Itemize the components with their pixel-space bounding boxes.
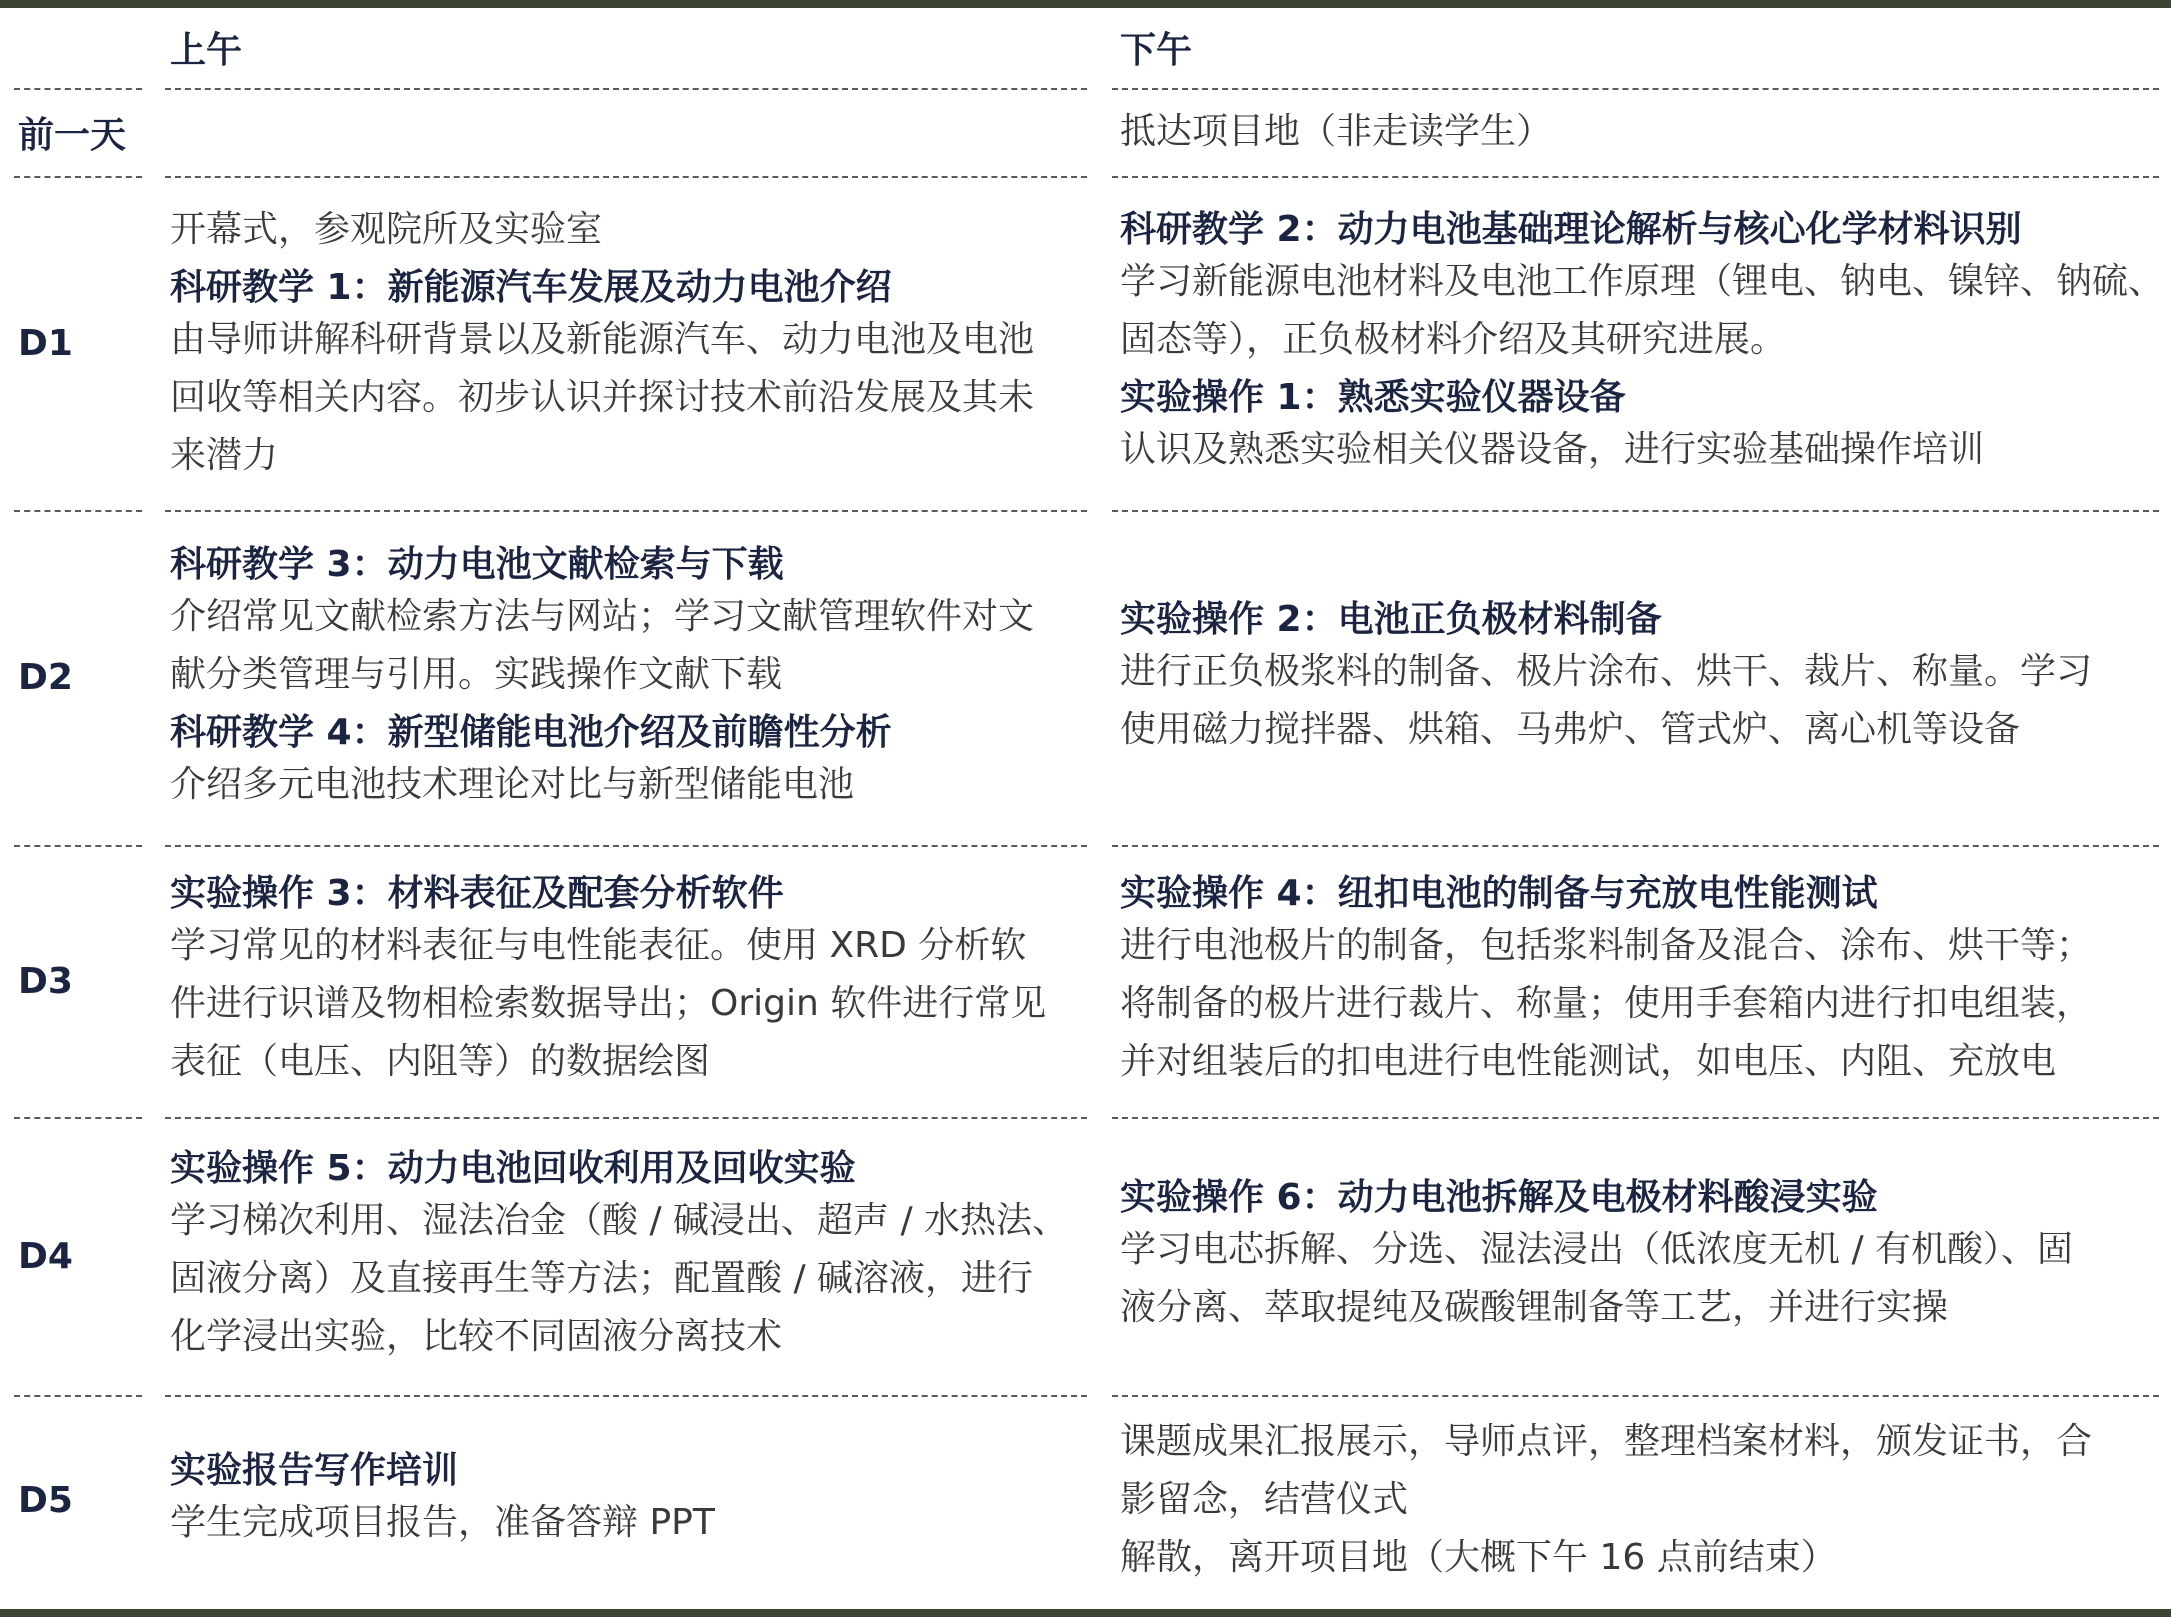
cell-pm — [1120, 510, 2165, 845]
cell-pm — [1120, 88, 2165, 176]
session-text: 固液分离）及直接再生等方法；配置酸 / 碱溶液，进行 — [170, 1258, 1034, 1299]
cell-pm — [1120, 1117, 2165, 1395]
cell-am — [170, 1395, 1085, 1605]
session-text: 学习新能源电池材料及电池工作原理（锂电、钠电、镍锌、钠硫、 — [1120, 261, 2165, 302]
day-label: D4 — [18, 1235, 73, 1277]
header-am: 上午 — [170, 30, 243, 71]
session-text: 介绍多元电池技术理论对比与新型储能电池 — [170, 763, 855, 805]
session-text: 回收等相关内容。初步认识并探讨技术前沿发展及其未 — [170, 377, 1035, 418]
session-text: 进行电池极片的制备，包括浆料制备及混合、涂布、烘干等； — [1120, 925, 2093, 966]
session-text: 学习梯次利用、湿法冶金（酸 / 碱浸出、超声 / 水热法、 — [170, 1200, 1069, 1241]
session-title: 实验操作 2：电池正负极材料制备 — [1120, 598, 1662, 640]
session-text: 解散，离开项目地（大概下午 16 点前结束） — [1120, 1537, 1837, 1578]
session-title: 实验操作 6：动力电池拆解及电极材料酸浸实验 — [1120, 1177, 1878, 1218]
cell-am — [170, 176, 1085, 510]
session-title: 科研教学 1：新能源汽车发展及动力电池介绍 — [170, 267, 892, 308]
session-title: 实验操作 3：材料表征及配套分析软件 — [170, 873, 784, 914]
session-title: 科研教学 4：新型储能电池介绍及前瞻性分析 — [170, 711, 892, 753]
day-label: D1 — [18, 322, 73, 364]
session-title: 实验操作 4：纽扣电池的制备与充放电性能测试 — [1120, 873, 1878, 914]
session-text: 开幕式，参观院所及实验室 — [170, 209, 603, 250]
day-label: 前一天 — [18, 114, 127, 156]
cell-am — [170, 1117, 1085, 1395]
session-title: 科研教学 3：动力电池文献检索与下载 — [170, 543, 784, 585]
session-text: 件进行识谱及物相检索数据导出；Origin 软件进行常见 — [170, 983, 1047, 1024]
bottom-border — [0, 1609, 2171, 1617]
session-text: 课题成果汇报展示，导师点评，整理档案材料，颁发证书，合 — [1120, 1421, 2093, 1462]
session-text: 固态等），正负极材料介绍及其研究进展。 — [1120, 319, 1787, 360]
cell-pm — [1120, 845, 2165, 1117]
session-text: 将制备的极片进行裁片、称量；使用手套箱内进行扣电组装， — [1120, 983, 2093, 1024]
session-text: 影留念，结营仪式 — [1120, 1479, 1409, 1520]
cell-am — [170, 88, 1085, 176]
session-text: 表征（电压、内阻等）的数据绘图 — [170, 1041, 711, 1082]
session-text: 进行正负极浆料的制备、极片涂布、烘干、裁片、称量。学习 — [1120, 650, 2093, 692]
session-title: 实验操作 1：熟悉实验仪器设备 — [1120, 377, 1626, 418]
session-text: 介绍常见文献检索方法与网站；学习文献管理软件对文 — [170, 595, 1035, 637]
session-text: 来潜力 — [170, 435, 279, 476]
day-label: D2 — [18, 657, 73, 698]
session-title: 实验操作 5：动力电池回收利用及回收实验 — [170, 1148, 856, 1189]
cell-am — [170, 510, 1085, 845]
session-text: 抵达项目地（非走读学生） — [1120, 111, 1553, 152]
session-text: 并对组装后的扣电进行电性能测试，如电压、内阻、充放电 — [1120, 1041, 2057, 1082]
session-text: 献分类管理与引用。实践操作文献下载 — [170, 653, 783, 695]
day-label: D5 — [18, 1479, 73, 1521]
session-text: 学习常见的材料表征与电性能表征。使用 XRD 分析软 — [170, 925, 1027, 966]
session-text: 使用磁力搅拌器、烘箱、马弗炉、管式炉、离心机等设备 — [1120, 708, 2021, 750]
session-text: 液分离、萃取提纯及碳酸锂制备等工艺，并进行实操 — [1120, 1287, 1949, 1328]
cell-pm — [1120, 176, 2165, 510]
session-title: 科研教学 2：动力电池基础理论解析与核心化学材料识别 — [1120, 209, 2022, 250]
session-text: 学习电芯拆解、分选、湿法浸出（低浓度无机 / 有机酸）、固 — [1120, 1229, 2074, 1270]
header-pm: 下午 — [1120, 30, 1193, 71]
session-text: 化学浸出实验，比较不同固液分离技术 — [170, 1316, 783, 1357]
session-text: 由导师讲解科研背景以及新能源汽车、动力电池及电池 — [170, 319, 1035, 360]
cell-pm — [1120, 1395, 2165, 1605]
top-border — [0, 0, 2171, 8]
cell-am — [170, 845, 1085, 1117]
session-text: 学生完成项目报告，准备答辩 PPT — [170, 1502, 715, 1543]
session-title: 实验报告写作培训 — [170, 1450, 459, 1491]
session-text: 认识及熟悉实验相关仪器设备，进行实验基础操作培训 — [1120, 429, 1985, 470]
day-label: D3 — [18, 960, 73, 1002]
